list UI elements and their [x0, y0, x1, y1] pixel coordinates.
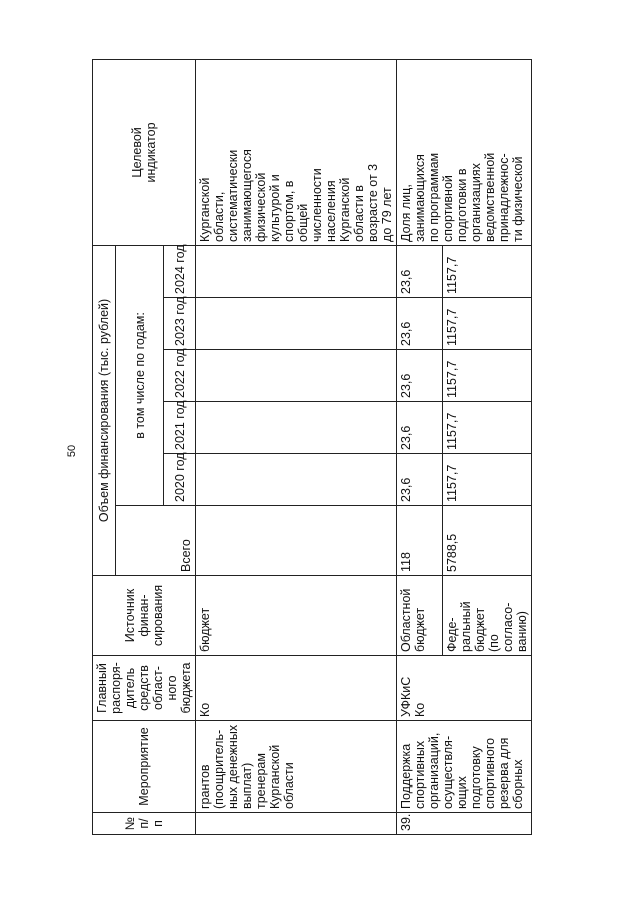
- table-row: [397, 59, 443, 834]
- row-total: 5788,5: [443, 506, 532, 576]
- row-year-value: 1157,7: [443, 350, 532, 402]
- row-total: [196, 506, 397, 576]
- row-measure: Поддержка спортивных организаций, осуществля- ющих подготовку спортивного резерва для сборных: [397, 721, 532, 813]
- row-source: бюджет: [196, 576, 397, 656]
- header-indicator: Целевой индикатор: [93, 59, 196, 245]
- row-year-value: 23,6: [397, 402, 443, 454]
- header-by-years: в том числе по годам:: [116, 245, 164, 505]
- header-funding: Объем финансирования (тыс. рублей): [93, 245, 116, 575]
- header-year-2024: 2024 год: [164, 245, 196, 297]
- row-manager: Ко: [196, 656, 397, 721]
- header-num: № п/п: [93, 813, 196, 835]
- row-year-value: 1157,7: [443, 402, 532, 454]
- row-year-value: 23,6: [397, 245, 443, 297]
- row-manager: УФКиС Ко: [397, 656, 532, 721]
- row-year-value: [196, 298, 397, 350]
- row-year-value: [196, 402, 397, 454]
- row-year-value: 1157,7: [443, 245, 532, 297]
- rotated-table-sheet: [92, 60, 587, 835]
- header-year-2022: 2022 год: [164, 350, 196, 402]
- row-year-value: 23,6: [397, 298, 443, 350]
- row-year-value: 1157,7: [443, 454, 532, 506]
- header-measure: Мероприятие: [93, 721, 196, 813]
- header-source: Источник финан- сирования: [93, 576, 196, 656]
- header-year-2021: 2021 год: [164, 402, 196, 454]
- funding-table: [92, 59, 532, 835]
- row-year-value: 23,6: [397, 350, 443, 402]
- page-number: 50: [66, 444, 78, 458]
- header-manager: Главный распоря- дитель средств област- ного бюджета: [93, 656, 196, 721]
- row-year-value: 1157,7: [443, 298, 532, 350]
- row-year-value: [196, 245, 397, 297]
- header-total: Всего: [116, 506, 196, 576]
- row-indicator: Курганской области, систематически занимающегося физической культурой и спортом, в общей численности населения Курганской области в возрасте от 3 до 79 лет: [196, 59, 397, 245]
- row-year-value: 23,6: [397, 454, 443, 506]
- row-num: 39.: [397, 813, 532, 835]
- row-measure: грантов (поощритель- ных денежных выплат) тренерам Курганской области: [196, 721, 397, 813]
- row-total: 118: [397, 506, 443, 576]
- row-source: Феде- ральный бюджет (по согласо- ванию): [443, 576, 532, 656]
- row-year-value: [196, 454, 397, 506]
- row-num: [196, 813, 397, 835]
- row-indicator: Доля лиц, занимающихся по программам спортивной подготовки в организациях ведомственной принадлежнос- ти физической: [397, 59, 532, 245]
- row-source: Областной бюджет: [397, 576, 443, 656]
- header-year-2020: 2020 год: [164, 454, 196, 506]
- row-year-value: [196, 350, 397, 402]
- table-row: [196, 59, 397, 834]
- header-year-2023: 2023 год: [164, 298, 196, 350]
